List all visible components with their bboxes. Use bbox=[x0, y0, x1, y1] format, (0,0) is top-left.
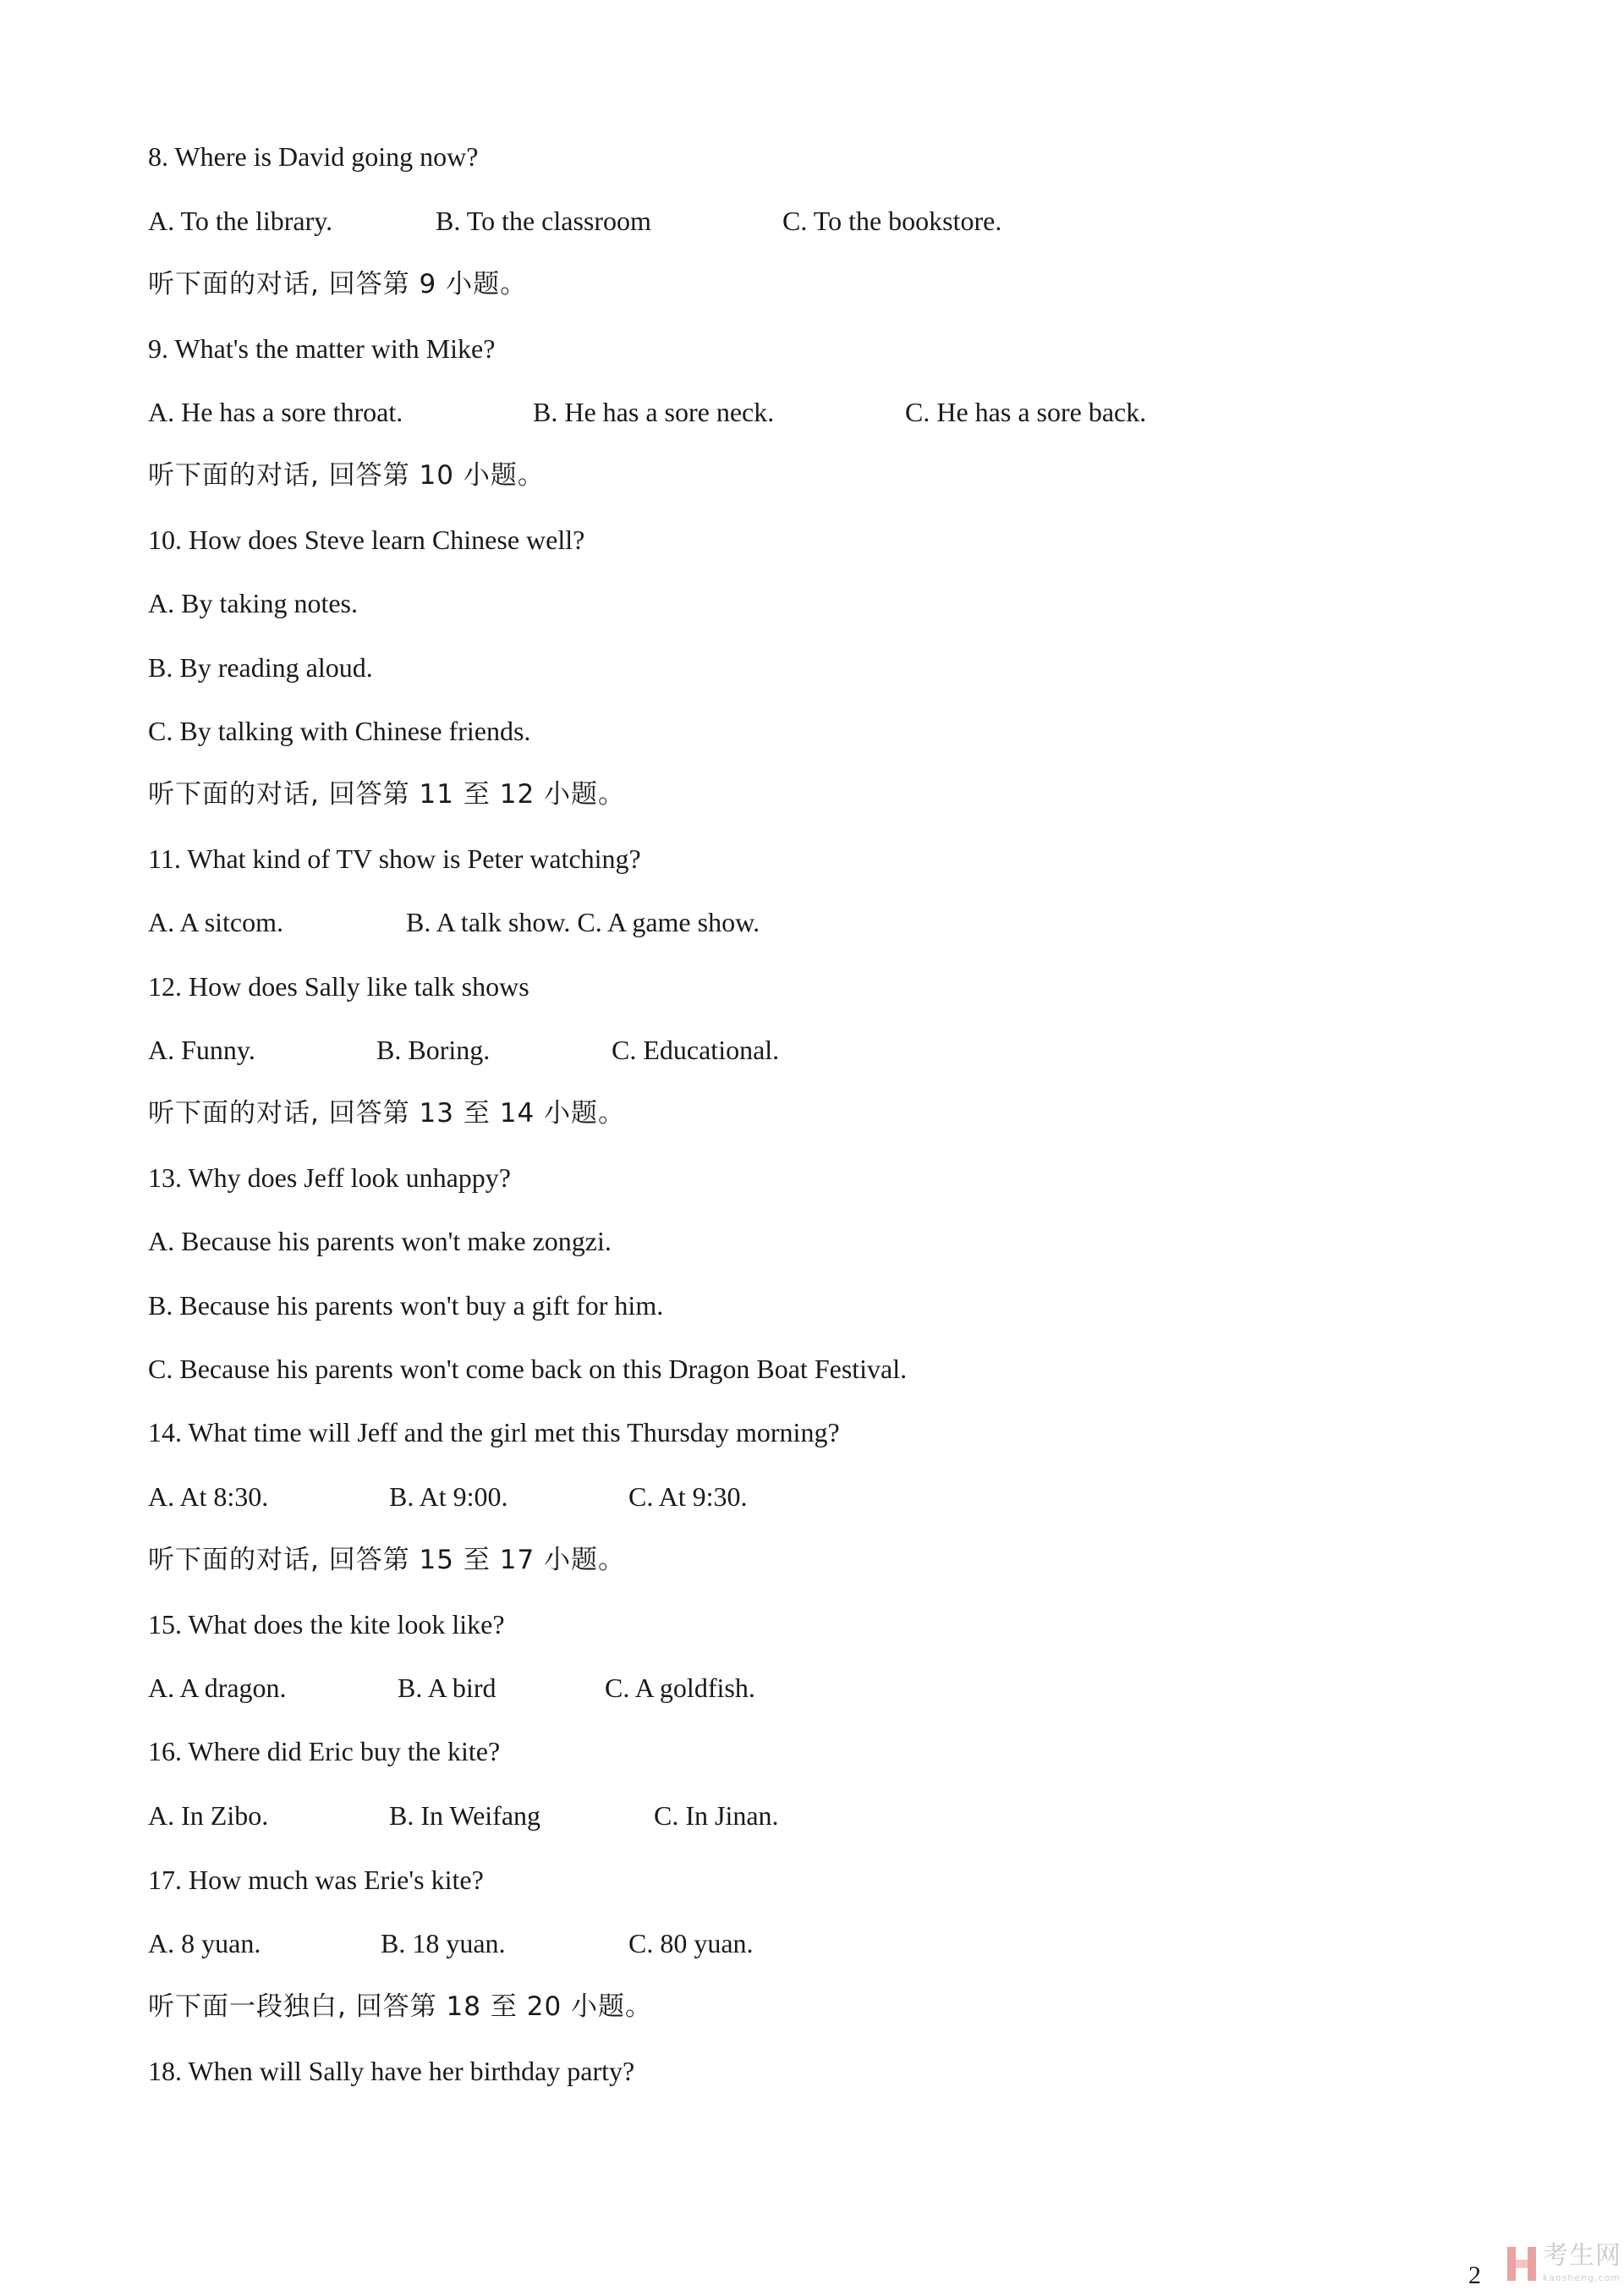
question-12: 12. How does Sally like talk shows bbox=[148, 971, 529, 1002]
question-8: 8. Where is David going now? bbox=[148, 141, 479, 172]
question-15: 15. What does the kite look like? bbox=[148, 1609, 505, 1640]
instruction-11: 听下面的对话, 回答第 11 至 12 小题。 bbox=[148, 779, 626, 810]
option-a: A. To the library. bbox=[148, 206, 333, 236]
option-a: A. In Zibo. bbox=[148, 1800, 269, 1831]
question-11-options bbox=[148, 902, 1332, 942]
question-10-option-b: B. By reading aloud. bbox=[148, 652, 373, 683]
question-10: 10. How does Steve learn Chinese well? bbox=[148, 525, 585, 555]
option-a: A. 8 yuan. bbox=[148, 1928, 261, 1958]
option-b: B. At 9:00. bbox=[389, 1481, 508, 1512]
option-a: A. At 8:30. bbox=[148, 1481, 269, 1512]
option-c: C. 80 yuan. bbox=[628, 1928, 754, 1958]
instruction-15: 听下面的对话, 回答第 15 至 17 小题。 bbox=[148, 1545, 626, 1575]
question-10-option-c: C. By talking with Chinese friends. bbox=[148, 716, 531, 746]
option-b: B. To the classroom bbox=[436, 206, 651, 236]
option-b: B. In Weifang bbox=[389, 1800, 541, 1831]
question-15-options bbox=[148, 1667, 1332, 1708]
question-12-options bbox=[148, 1030, 1332, 1070]
instruction-10: 听下面的对话, 回答第 10 小题。 bbox=[148, 460, 545, 491]
question-17-options bbox=[148, 1923, 1332, 1964]
question-9-options bbox=[148, 392, 1332, 432]
option-b: B. Boring. bbox=[376, 1035, 491, 1065]
option-b: B. 18 yuan. bbox=[381, 1928, 506, 1958]
question-13-option-c: C. Because his parents won't come back on this Dragon Boat Festival. bbox=[148, 1354, 908, 1384]
question-14: 14. What time will Jeff and the girl met this Thursday morning? bbox=[148, 1417, 840, 1447]
question-10-option-a: A. By taking notes. bbox=[148, 588, 358, 618]
question-13-option-a: A. Because his parents won't make zongzi. bbox=[148, 1226, 612, 1256]
kaosheng-logo-icon bbox=[1506, 2245, 1538, 2282]
watermark-text: 考生网 bbox=[1543, 2241, 1621, 2271]
question-16-options bbox=[148, 1795, 1332, 1836]
option-c: C. In Jinan. bbox=[654, 1800, 779, 1831]
option-a: A. A sitcom. bbox=[148, 907, 284, 937]
option-b: B. He has a sore neck. bbox=[533, 397, 775, 427]
watermark-subtext: kaosheng.com bbox=[1543, 2272, 1621, 2283]
option-b-c: B. A talk show. C. A game show. bbox=[406, 907, 760, 937]
option-b: B. A bird bbox=[398, 1673, 497, 1703]
question-16: 16. Where did Eric buy the kite? bbox=[148, 1736, 501, 1766]
question-13: 13. Why does Jeff look unhappy? bbox=[148, 1162, 511, 1193]
option-c: C. Educational. bbox=[612, 1035, 780, 1065]
option-a: A. A dragon. bbox=[148, 1673, 287, 1703]
option-c: C. He has a sore back. bbox=[905, 397, 1147, 427]
option-c: C. At 9:30. bbox=[628, 1481, 748, 1512]
option-c: C. To the bookstore. bbox=[782, 206, 1002, 236]
option-c: C. A goldfish. bbox=[605, 1673, 755, 1703]
question-17: 17. How much was Erie's kite? bbox=[148, 1865, 484, 1895]
question-8-options bbox=[148, 200, 1332, 241]
question-11: 11. What kind of TV show is Peter watching? bbox=[148, 843, 641, 874]
option-a: A. Funny. bbox=[148, 1035, 255, 1065]
question-13-option-b: B. Because his parents won't buy a gift for him. bbox=[148, 1290, 664, 1321]
question-14-options bbox=[148, 1476, 1332, 1517]
watermark bbox=[1506, 2240, 1624, 2291]
instruction-9: 听下面的对话, 回答第 9 小题。 bbox=[148, 269, 528, 299]
page-number: 2 bbox=[1468, 2261, 1481, 2289]
instruction-18: 听下面一段独白, 回答第 18 至 20 小题。 bbox=[148, 1991, 653, 2022]
instruction-13: 听下面的对话, 回答第 13 至 14 小题。 bbox=[148, 1098, 626, 1129]
option-a: A. He has a sore throat. bbox=[148, 397, 403, 427]
question-9: 9. What's the matter with Mike? bbox=[148, 333, 496, 364]
question-18: 18. When will Sally have her birthday party? bbox=[148, 2056, 635, 2086]
